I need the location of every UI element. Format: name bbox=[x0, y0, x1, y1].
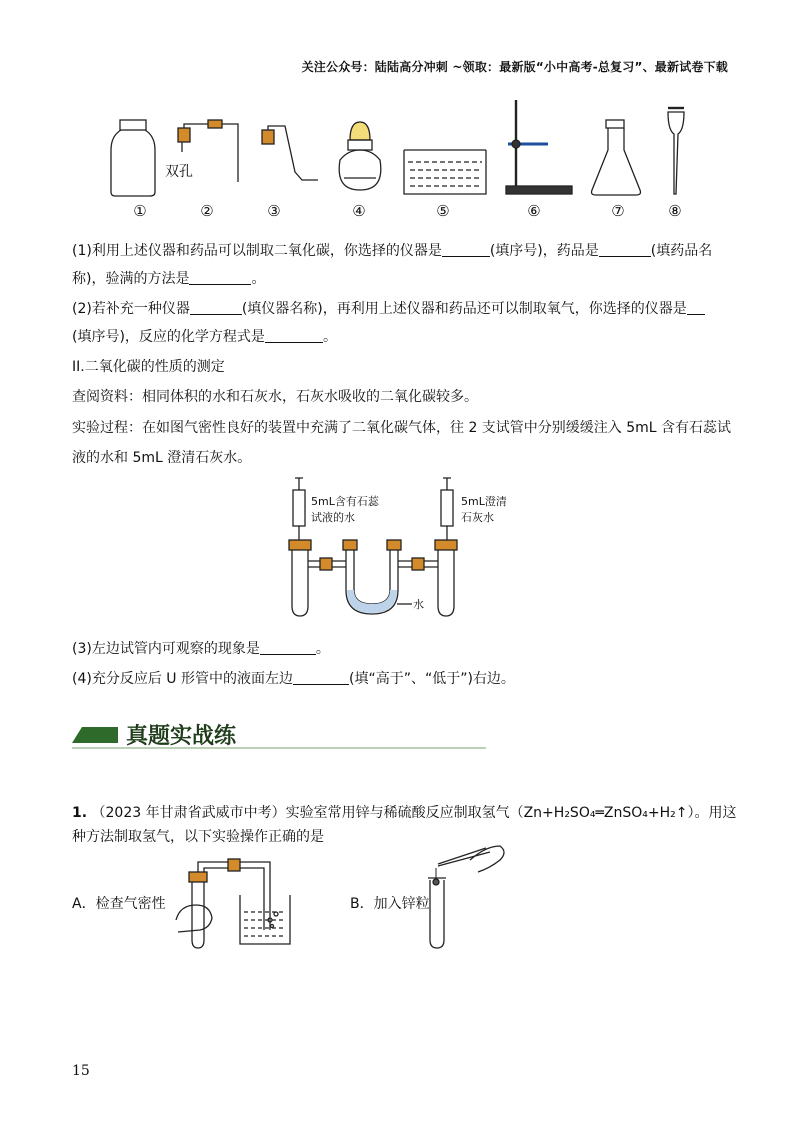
q1-line1: (1)利用上述仪器和药品可以制取二氧化碳，你选择的仪器是 (填序号)，药品是 (填药品名 bbox=[72, 243, 713, 259]
apparatus-label-1: ① bbox=[133, 202, 147, 220]
apparatus-label-5: ⑤ bbox=[436, 202, 450, 220]
part2-process-line1: 实验过程：在如图气密性良好的装置中充满了二氧化碳气体，往 2 支试管中分别缓缓注入 5mL 含有石蕊试 bbox=[72, 420, 732, 436]
apparatus-label-7: ⑦ bbox=[611, 202, 625, 220]
option-b-label: B．加入锌粒 bbox=[350, 896, 430, 912]
q2-line2: (填序号)，反应的化学方程式是 。 bbox=[72, 329, 337, 345]
left-syringe-label-2: 试液的水 bbox=[311, 511, 355, 524]
problem1-line1: 1. （2023 年甘肃省武威市中考）实验室常用锌与稀硫酸反应制取氢气（Zn+H₂SO₄═ZnSO₄+H₂↑）。用这 bbox=[72, 805, 737, 821]
water-label: 水 bbox=[413, 598, 424, 611]
apparatus-label-8: ⑧ bbox=[668, 202, 682, 220]
q3-line: (3)左边试管内可观察的现象是 。 bbox=[72, 641, 330, 657]
right-syringe-label-2: 石灰水 bbox=[461, 511, 494, 524]
part2-title: II.二氧化碳的性质的测定 bbox=[72, 359, 225, 375]
part2-reference: 查阅资料：相同体积的水和石灰水，石灰水吸收的二氧化碳较多。 bbox=[72, 389, 478, 405]
page-number: 15 bbox=[72, 1063, 90, 1079]
right-syringe-label-1: 5mL澄清 bbox=[461, 495, 507, 508]
left-syringe-label-1: 5mL含有石蕊 bbox=[311, 495, 379, 508]
apparatus-label-2: ② bbox=[200, 202, 214, 220]
apparatus-label-4: ④ bbox=[352, 202, 366, 220]
part2-process-line2: 液的水和 5mL 澄清石灰水。 bbox=[72, 450, 252, 466]
section-title: 真题实战练 bbox=[126, 723, 237, 749]
q4-line: (4)充分反应后 U 形管中的液面左边 (填“高于”、“低于”)右边。 bbox=[72, 671, 515, 687]
q1-line2: 称)，验满的方法是 。 bbox=[72, 271, 266, 287]
apparatus-label-3: ③ bbox=[267, 202, 281, 220]
option-a-label: A．检查气密性 bbox=[72, 896, 166, 912]
shuangkong-label: 双孔 bbox=[165, 164, 193, 180]
page-header: 关注公众号：陆陆高分冲刺 ~领取：最新版“小中高考-总复习”、最新试卷下载 bbox=[301, 60, 728, 74]
apparatus-label-6: ⑥ bbox=[527, 202, 541, 220]
problem1-line2: 种方法制取氢气，以下实验操作正确的是 bbox=[72, 829, 324, 845]
q2-line1: (2)若补充一种仪器 (填仪器名称)，再利用上述仪器和药品还可以制取氧气，你选择的仪器是 bbox=[72, 299, 705, 319]
